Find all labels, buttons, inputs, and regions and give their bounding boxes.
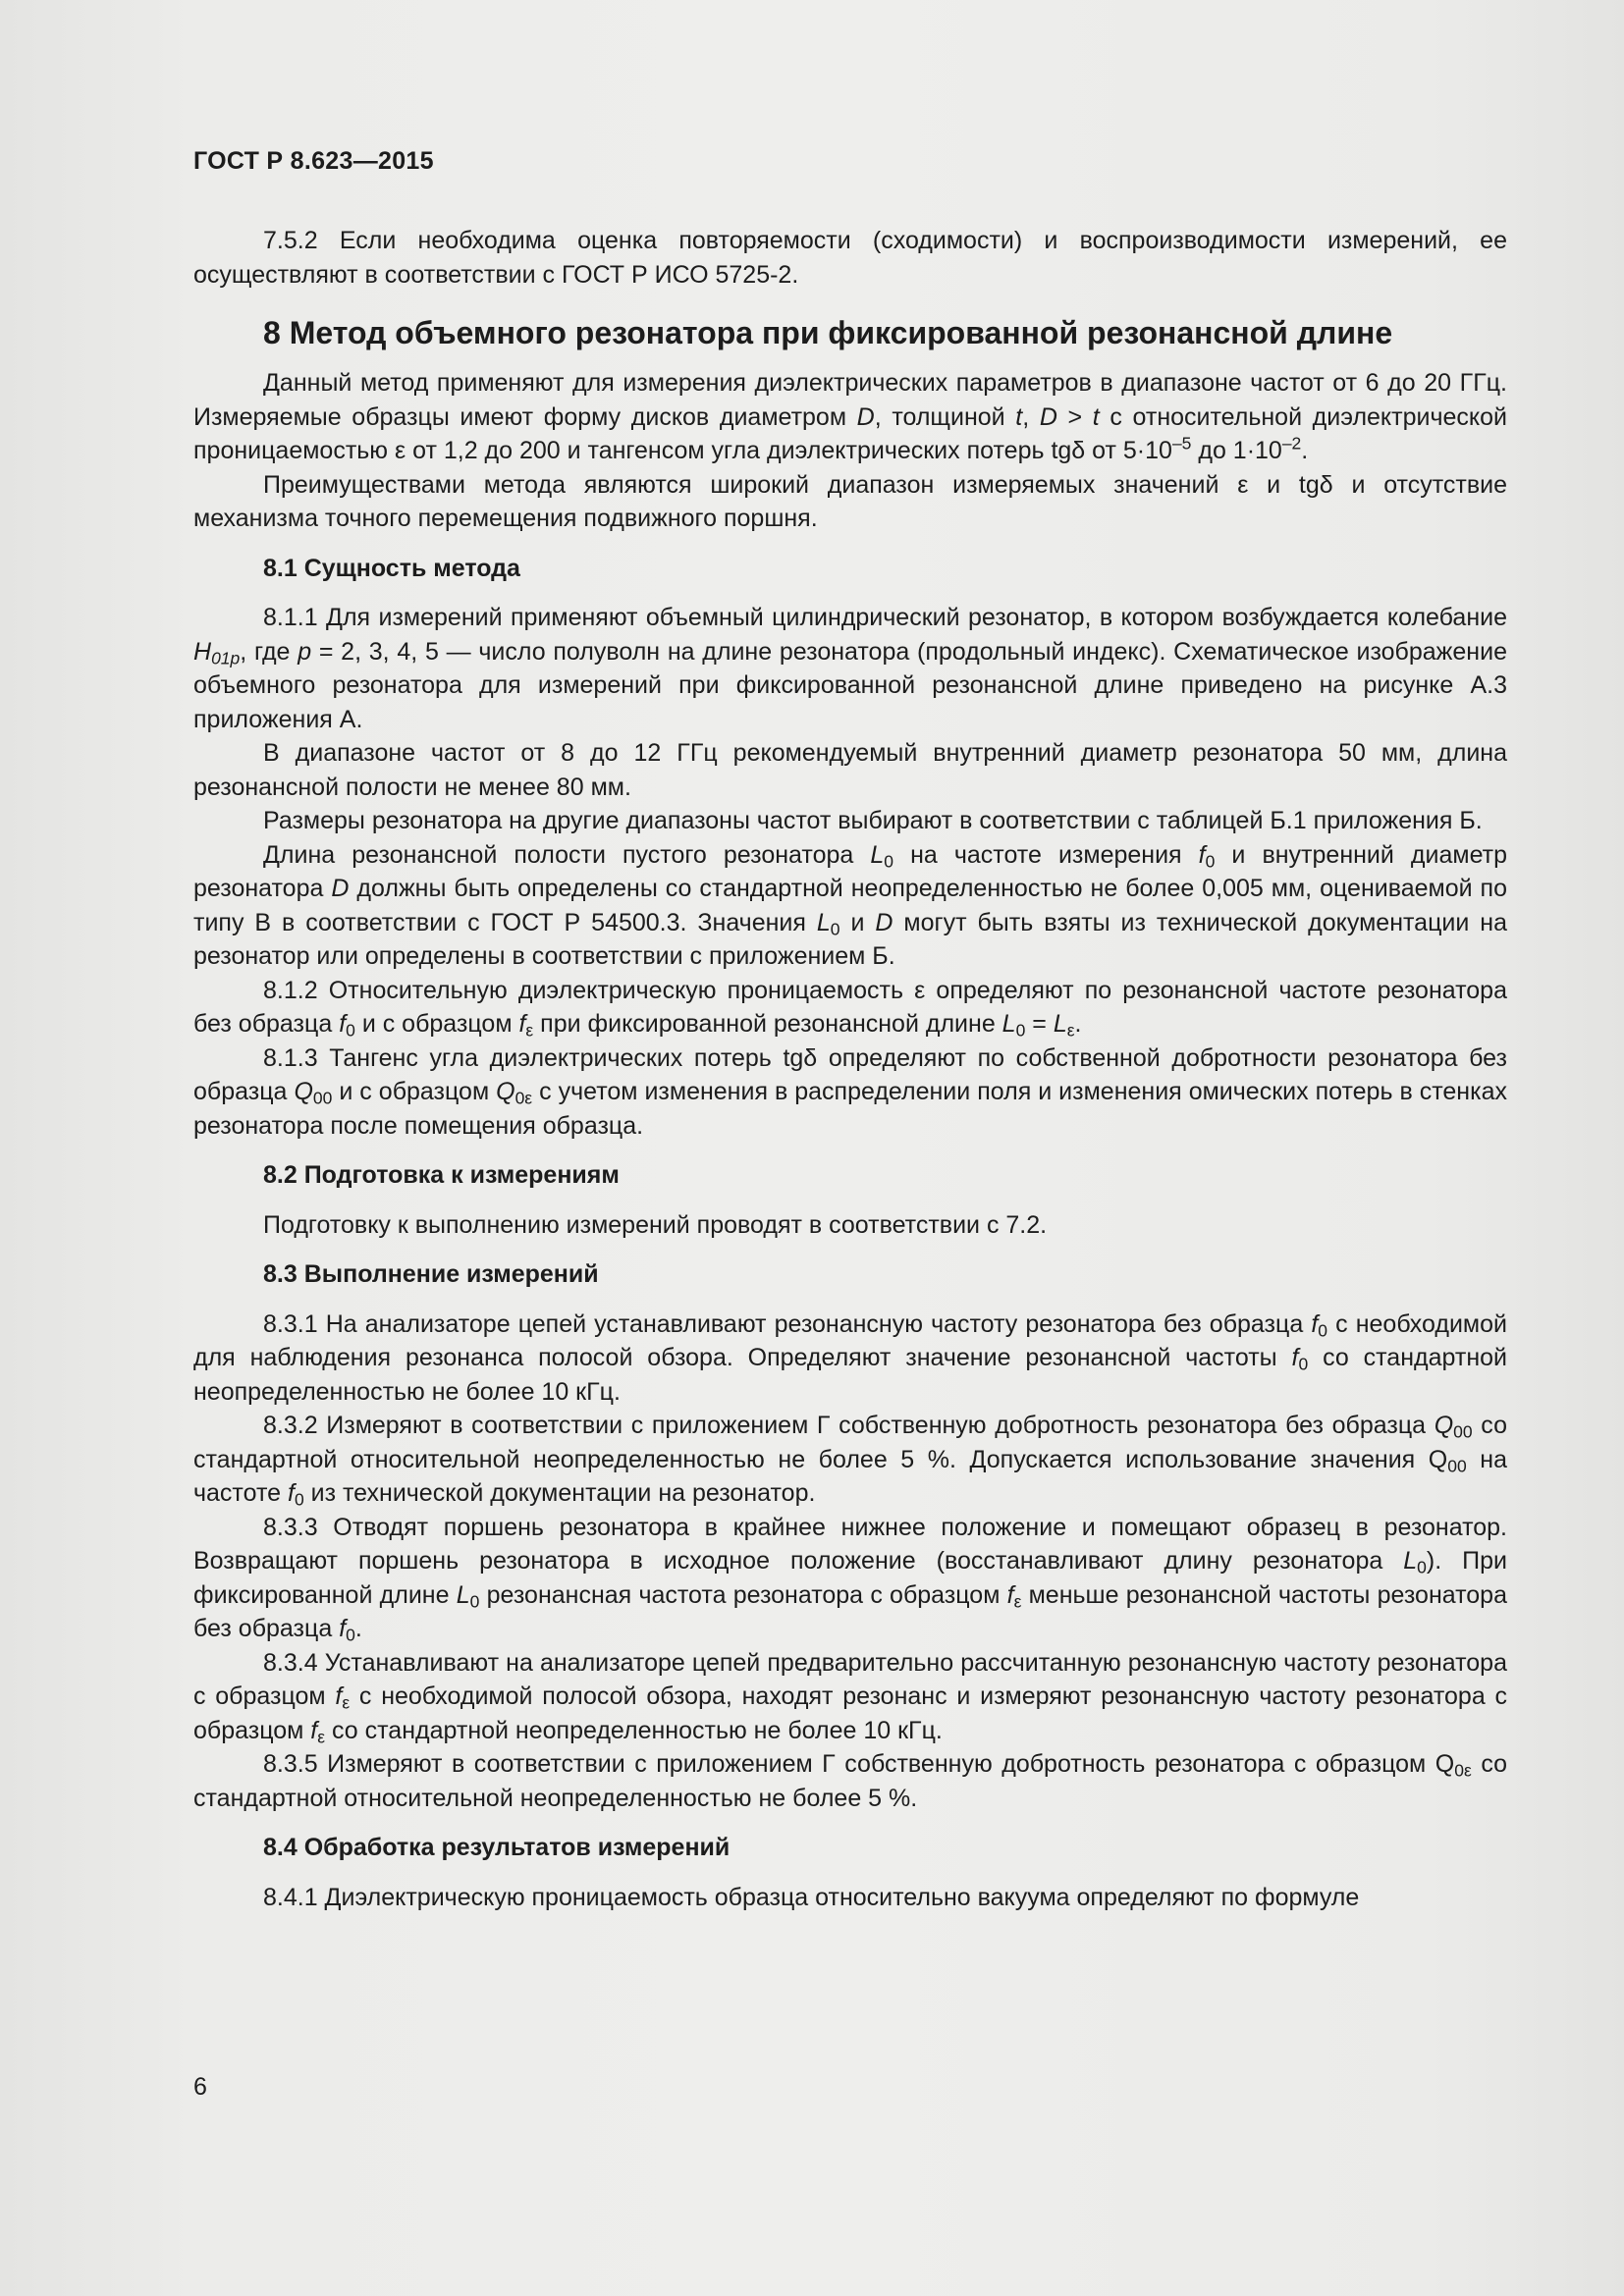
section-8-3-heading: 8.3 Выполнение измерений xyxy=(263,1260,599,1288)
paragraph-8-1-1-dimensions: Размеры резонатора на другие диапазоны частот выбирают в соответствии с таблицей Б.1 приложения Б. xyxy=(263,807,1483,834)
section-8-2-heading: 8.2 Подготовка к измерениям xyxy=(263,1161,620,1189)
section-8-advantages-paragraph: Преимуществами метода являются широкий диапазон измеряемых значений ε и tgδ и отсутствие механизма точного перемещения подвижного поршня. xyxy=(193,470,1507,532)
paragraph-8-3-2: 8.3.2 Измеряют в соответствии с приложением Г собственную добротность резонатора без образца $Q_{00}$ со стандартной относительной неопределенностью не более 5 %. Допускается использование значения $Q_{00}$ на частоте $f_0$ из технической документации на резонатор. xyxy=(193,1412,1508,1510)
paragraph-8-1-1-length: Длина резонансной полости пустого резонатора $L_0$ на частоте измерения $f_0$ и внутренний диаметр резонатора D должны быть определены со стандартной неопределенностью не более 0,005 мм, оцениваемой по типу В в соответствии с ГОСТ Р 54500.3. Значения $L_0$ и D могут быть взяты из технической документации на резонатор или определены в соответствии с приложением Б. xyxy=(193,840,1507,970)
paragraph-8-3-3: 8.3.3 Отводят поршень резонатора в крайнее нижнее положение и помещают образец в резонатор. Возвращают поршень резонатора в исходное положение (восстанавливают длину резонатора $L_0$). При фиксированной длине $L_0$ резонансная частота резонатора с образцом $f_\varepsilon$ меньше резонансной частоты резонатора без образца $f_0$. xyxy=(193,1513,1508,1645)
page-number: 6 xyxy=(193,2073,207,2101)
document-body xyxy=(193,224,1507,1914)
paragraph-8-1-1-frequency: В диапазоне частот от 8 до 12 ГГц рекомендуемый внутренний диаметр резонатора 50 мм, длина резонансной полости не менее 80 мм. xyxy=(193,739,1507,801)
paragraph-8-3-1: 8.3.1 На анализаторе цепей устанавливают резонансную частоту резонатора без образца $f_0$ с необходимой для наблюдения резонанса полосой обзора. Определяют значение резонансной частоты $f_0$ со стандартной неопределенностью не более 10 кГц. xyxy=(193,1309,1507,1406)
section-8-heading: 8 Метод объемного резонатора при фиксированной резонансной длине xyxy=(263,315,1393,350)
paragraph-8-3-4: 8.3.4 Устанавливают на анализаторе цепей предварительно рассчитанную резонансную частоту резонатора с образцом $f_\varepsilon$ с необходимой полосой обзора, находят резонанс и измеряют резонансную частоту резонатора с образцом $f_\varepsilon$ со стандартной неопределенностью не более 10 кГц. xyxy=(193,1648,1507,1746)
paragraph-8-1-2: 8.1.2 Относительную диэлектрическую проницаемость ε определяют по резонансной частоте резонатора без образца $f_0$ и с образцом $f_\varepsilon$ при фиксированной резонансной длине $L_0 = L_\varepsilon$. xyxy=(193,976,1507,1041)
section-8-1-heading: 8.1 Сущность метода xyxy=(263,554,520,582)
paragraph-8-4-1: 8.4.1 Диэлектрическую проницаемость образца относительно вакуума определяют по формуле xyxy=(263,1883,1360,1911)
section-8-4-heading: 8.4 Обработка результатов измерений xyxy=(263,1834,731,1861)
paragraph-8-2: Подготовку к выполнению измерений проводят в соответствии с 7.2. xyxy=(263,1210,1048,1239)
paragraph-8-1-3: 8.1.3 Тангенс угла диэлектрических потерь tgδ определяют по собственной добротности резонатора без образца $Q_{00}$ и с образцом $Q_{0\varepsilon}$ с учетом изменения в распределении поля и изменения омических потерь в стенках резонатора после помещения образца. xyxy=(193,1043,1508,1140)
document-header: ГОСТ Р 8.623—2015 xyxy=(193,147,434,175)
paragraph-8-1-1: 8.1.1 Для измерений применяют объемный цилиндрический резонатор, в котором возбуждается колебание $H_{01p}$, где p = 2, 3, 4, 5 — число полуволн на длине резонатора (продольный индекс). Схематическое изображение объемного резонатора для измерений при фиксированной резонансной длине приведено на рисунке А.3 приложения А. xyxy=(193,604,1507,733)
paragraph-8-3-5: 8.3.5 Измеряют в соответствии с приложением Г собственную добротность резонатора с образцом $Q_{0\varepsilon}$ со стандартной относительной неопределенностью не более 5 %. xyxy=(193,1750,1507,1812)
section-8-intro-paragraph: Данный метод применяют для измерения диэлектрических параметров в диапазоне частот от 6 до 20 ГГц. Измеряемые образцы имеют форму дисков диаметром D, толщиной t, D > t с относительной диэлектрической проницаемостью ε от 1,2 до 200 и тангенсом угла диэлектрических потерь tgδ от $5\cdot 10^{-5}$ до $1\cdot 10^{-2}$. xyxy=(193,369,1507,464)
paragraph-7-5-2: 7.5.2 Если необходима оценка повторяемости (сходимости) и воспроизводимости измерений, ее осуществляют в соответствии с ГОСТ Р ИСО 5725-2. xyxy=(193,227,1507,289)
